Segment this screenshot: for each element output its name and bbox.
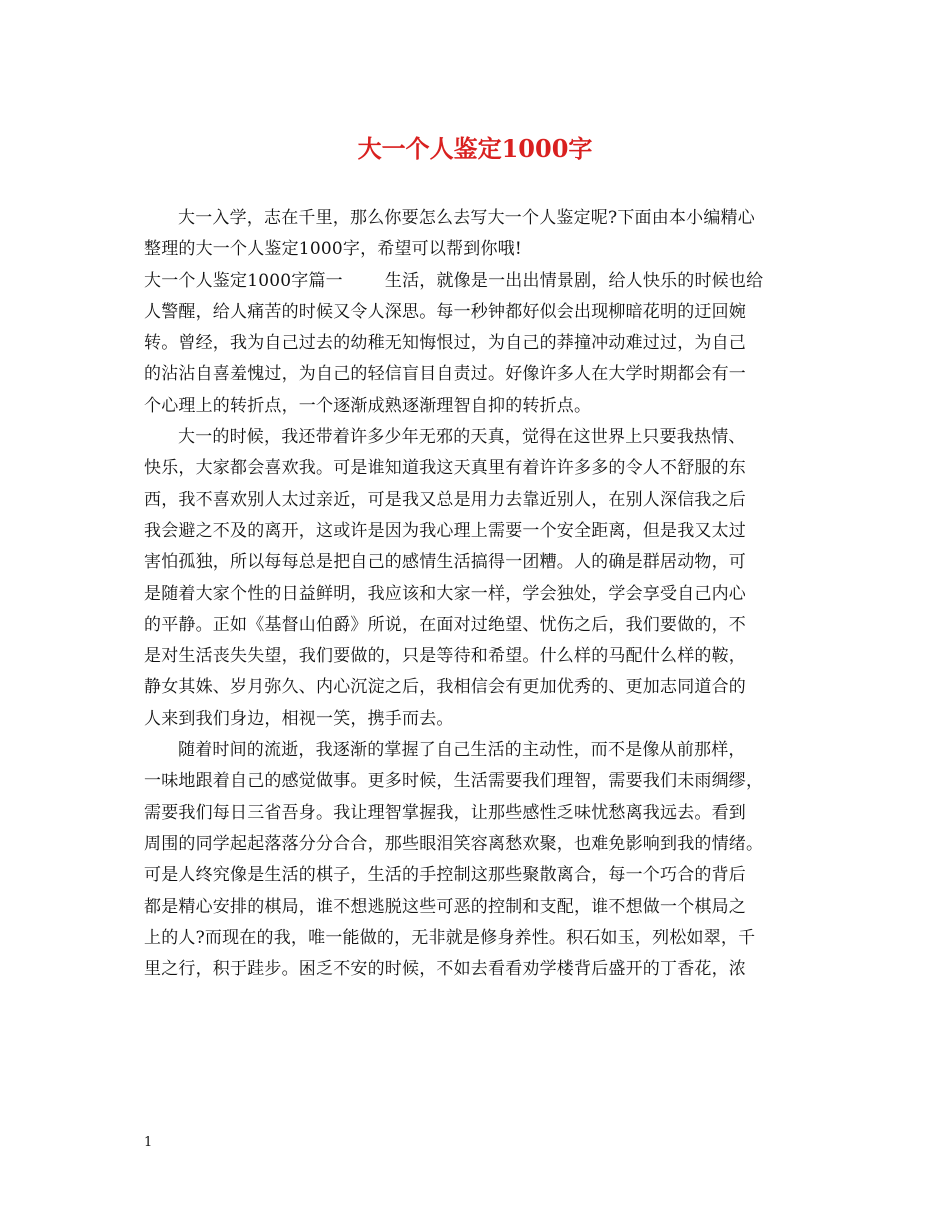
body-line: 周围的同学起起落落分分合合，那些眼泪笑容离愁欢聚，也难免影响到我的情绪。 (144, 833, 764, 854)
document-body (144, 203, 824, 985)
body-line: 大一入学，志在千里，那么你要怎么去写大一个人鉴定呢?下面由本小编精心 (178, 208, 755, 228)
body-line: 可是人终究像是生活的棋子，生活的手控制这那些聚散离合，每一个巧合的背后 (144, 865, 746, 886)
body-line: 快乐，大家都会喜欢我。可是谁知道我这天真里有着许许多多的令人不舒服的东 (144, 458, 746, 479)
document-title: 大一个人鉴定1000字 (357, 134, 593, 163)
body-line: 里之行，积于跬步。困乏不安的时候，不如去看看劝学楼背后盛开的丁香花，浓 (144, 959, 746, 980)
body-line: 大一的时候，我还带着许多少年无邪的天真，觉得在这世界上只要我热情、 (178, 427, 746, 448)
body-line: 个心理上的转折点，一个逐渐成熟逐渐理智自抑的转折点。 (144, 395, 592, 416)
body-line: 都是精心安排的棋局，谁不想逃脱这些可恶的控制和支配，谁不想做一个棋局之 (144, 896, 746, 917)
body-line: 的沾沾自喜羞愧过，为自己的轻信盲目自责过。好像许多人在大学时期都会有一 (144, 364, 746, 385)
body-line: 静女其姝、岁月弥久、内心沉淀之后，我相信会有更加优秀的、更加志同道合的 (144, 677, 746, 698)
body-line: 人警醒，给人痛苦的时候又令人深思。每一秒钟都好似会出现柳暗花明的迂回婉 (144, 301, 746, 322)
body-line: 人来到我们身边，相视一笑，携手而去。 (144, 708, 454, 729)
page-number: 1 (144, 1135, 153, 1150)
body-line: 整理的大一个人鉴定1000字，希望可以帮到你哦! (144, 239, 522, 260)
body-line: 是随着大家个性的日益鲜明，我应该和大家一样，学会独处，学会享受自己内心 (144, 583, 746, 604)
body-line: 害怕孤独，所以每每总是把自己的感情生活搞得一团糟。人的确是群居动物，可 (144, 552, 746, 573)
body-line: 我会避之不及的离开，这或许是因为我心理上需要一个安全距离，但是我又太过 (144, 520, 746, 541)
body-line: 随着时间的流逝，我逐渐的掌握了自己生活的主动性，而不是像从前那样， (178, 740, 746, 761)
body-text: 生活，就像是一出出情景剧，给人快乐的时候也给 (384, 270, 764, 291)
body-line: 是对生活丧失失望，我们要做的，只是等待和希望。什么样的马配什么样的鞍， (144, 646, 746, 667)
body-line: 需要我们每日三省吾身。我让理智掌握我，让那些感性乏味忧愁离我远去。看到 (144, 802, 746, 823)
section-heading: 大一个人鉴定1000字篇一 (144, 270, 343, 291)
body-line: 上的人?而现在的我，唯一能做的，无非就是修身养性。积石如玉，列松如翠，千 (144, 927, 756, 948)
body-line: 西，我不喜欢别人太过亲近，可是我又总是用力去靠近别人，在别人深信我之后 (144, 489, 746, 510)
body-line: 一味地跟着自己的感觉做事。更多时候，生活需要我们理智，需要我们未雨绸缪， (144, 771, 764, 792)
body-line: 转。曾经，我为自己过去的幼稚无知悔恨过，为自己的莽撞冲动难过过，为自己 (144, 333, 746, 354)
body-line: 的平静。正如《基督山伯爵》所说，在面对过绝望、忧伤之后，我们要做的，不 (144, 614, 746, 635)
body-line-with-heading (144, 266, 824, 297)
